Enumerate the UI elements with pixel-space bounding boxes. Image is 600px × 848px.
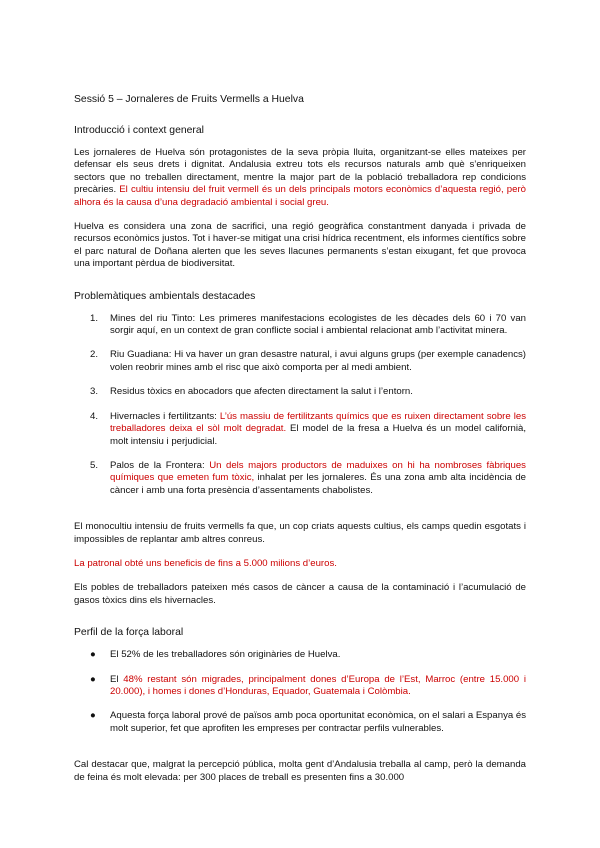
list-item [74,386,526,398]
bullet-item [74,710,526,735]
list-item-text: Palos de la Frontera: [110,459,210,471]
list-number: 1. [90,312,99,324]
list-item [74,313,526,338]
list-item-highlight: Un dels majors productors de maduixes on hi ha nombroses fàbriques químiques que emeten fum tòxic, [110,459,526,484]
problems-list [74,313,526,497]
intro-heading: Introducció i context general [74,125,204,136]
labor-demand-paragraph: Cal destacar que, malgrat la percepció pública, molta gent d’Andalusia treballa al camp, però la demanda de feina és molt elevada: per 300 places de treball es presenten fins a 30.000 [74,759,526,783]
bullet-item [74,674,526,699]
list-number: 5. [90,459,99,471]
bullet-icon: ● [90,649,96,661]
bullet-icon: ● [90,673,96,685]
intro-paragraph-text: Les jornaleres de Huelva són protagonistes de la seva pròpia lluita, organitzant-se elles mateixes per defensar els seus drets i dignitat. Andalusia extreu tots els recursos naturals amb què s’enriqueixen sectors que no treballen directament, mentre la major part de la població treballadora rep condicions precàries. [74,147,526,196]
document-title: Sessió 5 – Jornaleres de Fruits Vermells a Huelva [74,94,304,105]
list-item-text-end: El model de la fresa a Huelva és un model californià, molt intensiu i perjudicial. [110,423,527,447]
labor-list [74,649,526,735]
list-item [74,411,526,448]
bullet-text: El [110,673,124,685]
bullet-text: Aquesta força laboral prové de països amb poca oportunitat econòmica, on el salari a Espanya és molt superior, fet que aprofiten les empreses per contractar perfils vulnerables. [110,710,526,734]
list-item-text: Riu Guadiana: Hi va haver un gran desastre natural, i avui alguns grups (per exemple canadencs) volen reobrir mines amb el risc que això comporta per al medi ambient. [110,349,526,373]
list-item-text: Hivernacles i fertilitzants: [110,410,220,422]
bullet-highlight: 48% restant són migrades, principalment dones d’Europa de l’Est, Marroc (entre 15.000 i 20.000), i homes i dones d’Honduras, Equador, Guatemala i Colòmbia. [110,673,526,697]
list-number: 4. [90,410,99,422]
list-item-text: Mines del riu Tinto: Les primeres manifestacions ecologistes de les dècades dels 60 i 70 van sorgir aquí, en un context de gran conflicte social i ambiental relacionat amb l’activitat minera. [110,312,526,337]
list-item [74,460,526,497]
list-number: 3. [90,386,99,398]
list-item-text-end: inhalat per les jornaleres. És una zona amb alta incidència de càncer i amb una forta presència d’assentaments chabolistes. [110,472,526,496]
profits-paragraph: La patronal obté uns beneficis de fins a 5.000 milions d’euros. [74,557,337,569]
intro-paragraph [74,147,526,209]
list-item-text: Residus tòxics en abocadors que afecten directament la salut i l’entorn. [110,386,413,398]
list-number: 2. [90,349,99,361]
cancer-paragraph: Els pobles de treballadors pateixen més casos de càncer a causa de la contaminació i l’acumulació de gasos tòxics dins els hivernacles. [74,582,526,606]
monoculture-paragraph: El monocultiu intensiu de fruits vermells fa que, un cop criats aquests cultius, els camps quedin esgotats i impossibles de replantar amb altres conreus. [74,521,526,545]
bullet-item [74,649,526,661]
bullet-icon: ● [90,710,96,722]
list-item [74,349,526,374]
list-item-highlight: L’ús massiu de fertilitzants químics que es ruixen directament sobre les treballadores deixa el sòl molt degradat. [110,410,527,435]
labor-heading: Perfil de la força laboral [74,627,184,639]
bullet-text: El 52% de les treballadores són originàries de Huelva. [110,649,341,661]
problems-heading: Problemàtiques ambientals destacades [74,290,256,302]
intro-highlight: El cultiu intensiu del fruit vermell és un dels principals motors econòmics d’aquesta regió, però alhora és la causa d’una degradació ambiental i social greu. [74,184,526,208]
sacrifice-zone-paragraph: Huelva es considera una zona de sacrifici, una regió geogràfica constantment danyada i privada de recursos econòmics justos. Tot i haver-se mitigat una crisi hídrica recentment, els informes científics sobre el parc natural de Doñana alerten que les seves llacunes permanents s’estan eixugant, fet que provoca una important pèrdua de biodiversitat. [74,221,526,270]
